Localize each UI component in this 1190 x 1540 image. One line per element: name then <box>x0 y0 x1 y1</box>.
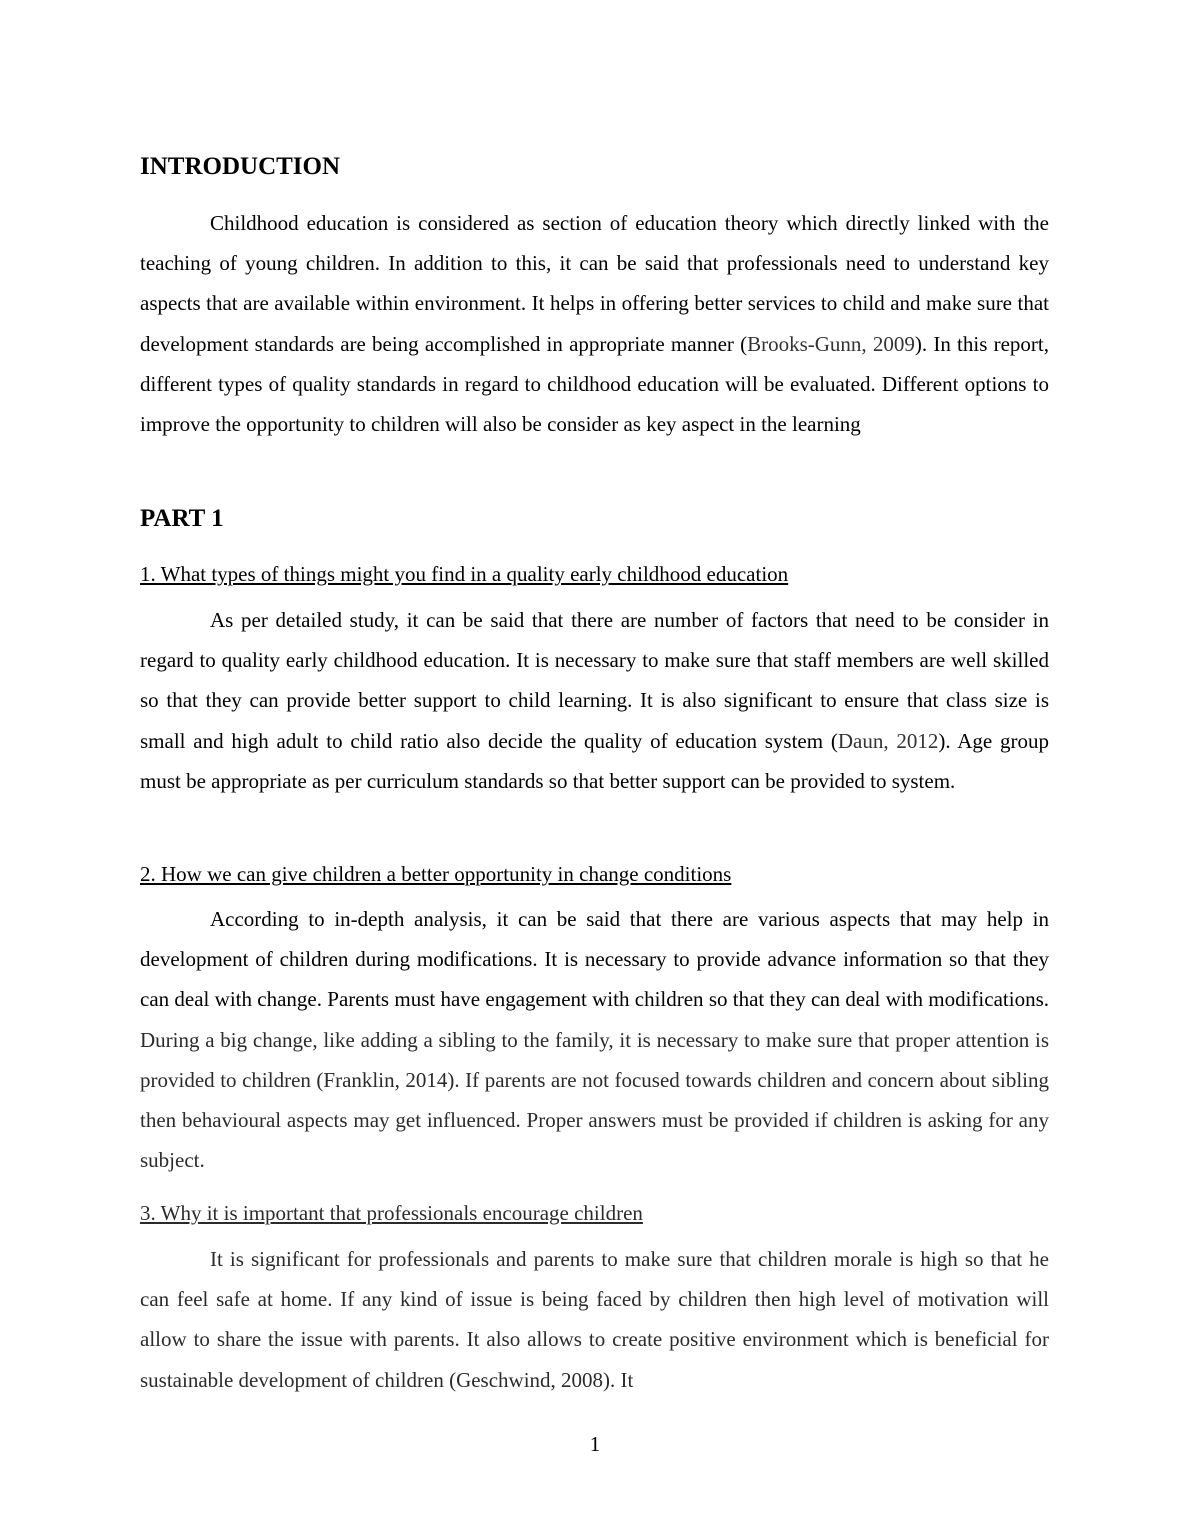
part1-heading: PART 1 <box>140 505 224 532</box>
introduction-text-b: ). In this report, different types of quality standards in regard to childhood education will be evaluated. Different options to improve the opportunity to children will also be consider as key aspect in the learning <box>140 331 1049 437</box>
introduction-citation: Brooks-Gunn, 2009 <box>747 331 915 356</box>
question-1-paragraph <box>140 600 1049 801</box>
question-1-text-b: ). Age group must be appropriate as per curriculum standards so that better support can be provided to system. <box>140 728 1049 793</box>
introduction-heading: INTRODUCTION <box>140 153 341 180</box>
question-3-title: 3. Why it is important that professionals encourage children <box>140 1201 643 1225</box>
question-2-text-a: According to in-depth analysis, it can be said that there are various aspects that may help in development of children during modifications. It is necessary to provide advance information so that they can deal with change. Parents must have engagement with children so that they can deal with modifications. <box>140 907 1049 1012</box>
question-1-citation: Daun, 2012 <box>837 728 939 753</box>
question-3-paragraph: It is significant for professionals and parents to make sure that children morale is high so that he can feel safe at home. If any kind of issue is being faced by children then high level of motivation will allow to share the issue with parents. It also allows to create positive environment which is beneficial for sustainable development of children (Geschwind, 2008). It <box>140 1247 1049 1392</box>
introduction-paragraph <box>140 203 1049 444</box>
question-2-text-b: During a big change, like adding a sibling to the family, it is necessary to make sure that proper attention is provided to children (Franklin, 2014). If parents are not focused towards children and concern about sibling then behavioural aspects may get influenced. Proper answers must be provided if children is asking for any subject. <box>140 1027 1049 1173</box>
page-number: 1 <box>589 1432 601 1456</box>
question-2-paragraph <box>140 899 1049 1180</box>
question-1-title: 1. What types of things might you find in a quality early childhood education <box>140 562 789 586</box>
question-2-title: 2. How we can give children a better opportunity in change conditions <box>140 862 732 886</box>
introduction-text-a: Childhood education is considered as section of education theory which directly linked with the teaching of young children. In addition to this, it can be said that professionals need to understand key aspects that are available within environment. It helps in offering better services to child and make sure that development standards are being accomplished in appropriate manner ( <box>140 211 1049 356</box>
question-1-text-a: As per detailed study, it can be said that there are number of factors that need to be consider in regard to quality early childhood education. It is necessary to make sure that staff members are well skilled so that they can provide better support to child learning. It is also significant to ensure that class size is small and high adult to child ratio also decide the quality of education system ( <box>140 608 1049 753</box>
